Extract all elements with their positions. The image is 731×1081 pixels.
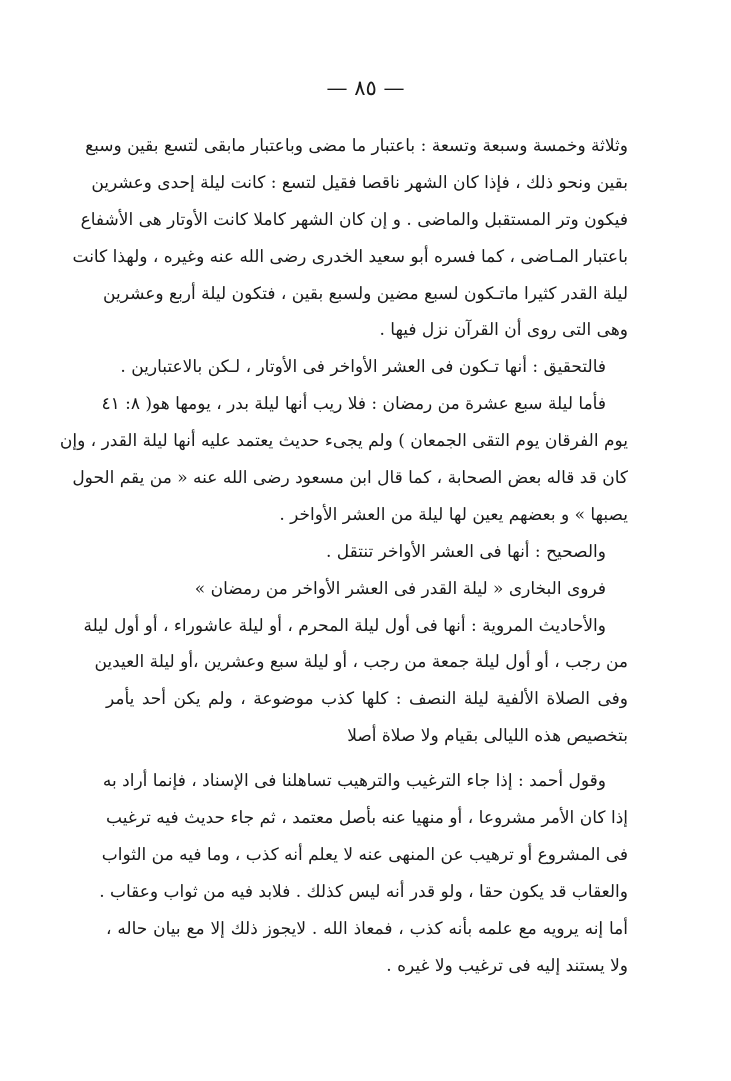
- text-line: فالتحقيق : أنها تـكون فى العشر الأواخر فى الأوتار ، لـكن بالاعتبارين .: [120, 357, 606, 378]
- text-line: فروى البخارى « ليلة القدر فى العشر الأواخر من رمضان »: [194, 578, 606, 599]
- text-line: بتخصيص هذه الليالى بقيام ولا صلاة أصلا: [347, 726, 628, 747]
- body-text: [59, 128, 628, 984]
- text-line: والأحاديث المروية : أنها فى أول ليلة المحرم ، أو ليلة عاشوراء ، أو أول ليلة: [83, 615, 606, 636]
- text-line: وفى الصلاة الألفية ليلة النصف : كلها كذب موضوعة ، ولم يكن أحد يأمر: [106, 689, 628, 710]
- text-line: ولا يستند إليه فى ترغيب ولا غيره .: [386, 955, 628, 976]
- text-line: يصبها » و بعضهم يعين لها ليلة من العشر الأواخر .: [279, 504, 628, 525]
- page-number: — ٨٥ —: [326, 76, 405, 100]
- text-line: وقول أحمد : إذا جاء الترغيب والترهيب تساهلنا فى الإسناد ، فإنما أراد به: [102, 771, 606, 792]
- text-line: فى المشروع أو ترهيب عن المنهى عنه لا يعلم أنه كذب ، وما فيه من الثواب: [101, 844, 628, 865]
- text-line: فأما ليلة سبع عشرة من رمضان : فلا ريب أنها ليلة بدر ، يومها هو( ٨: ٤١: [101, 394, 606, 415]
- text-line: بقين ونحو ذلك ، فإذا كان الشهر ناقصا فقيل لتسع : كانت ليلة إحدى وعشرين: [91, 172, 628, 193]
- text-line: كان قد قاله بعض الصحابة ، كما قال ابن مسعود رضى الله عنه « من يقم الحول: [72, 468, 628, 489]
- text-line: فيكون وتر المستقبل والماضى . و إن كان الشهر كاملا كانت الأوتار هى الأشفاع: [80, 209, 628, 230]
- text-line: ليلة القدر كثيرا ماتـكون لسبع مضين ولسبع بقين ، فتكون ليلة أربع وعشرين: [103, 283, 628, 304]
- text-line: إذا كان الأمر مشروعا ، أو منهيا عنه بأصل معتمد ، ثم جاء حديث فيه ترغيب: [106, 808, 628, 829]
- text-line: يوم الفرقان يوم التقى الجمعان ) ولم يجىء حديث يعتمد عليه أنها ليلة القدر ، وإن: [59, 431, 628, 452]
- text-line: والعقاب قد يكون حقا ، ولو قدر أنه ليس كذلك . فلابد فيه من ثواب وعقاب .: [99, 881, 628, 902]
- text-line: والصحيح : أنها فى العشر الأواخر تنتقل .: [325, 541, 606, 562]
- text-line: أما إنه يرويه مع علمه بأنه كذب ، فمعاذ الله . لايجوز ذلك إلا مع بيان حاله ،: [106, 918, 628, 939]
- text-line: من رجب ، أو أول ليلة جمعة من رجب ، أو ليلة سبع وعشرين ،أو ليلة العيدين: [94, 652, 628, 673]
- text-line: باعتبار المـاضى ، كما فسره أبو سعيد الخدرى رضى الله عنه وغيره ، ولهذا كانت: [72, 246, 628, 267]
- text-line: وثلاثة وخمسة وسبعة وتسعة : باعتبار ما مضى وباعتبار مابقى لتسع بقين وسبع: [85, 136, 628, 156]
- text-line: وهى التى روى أن القرآن نزل فيها .: [379, 320, 628, 341]
